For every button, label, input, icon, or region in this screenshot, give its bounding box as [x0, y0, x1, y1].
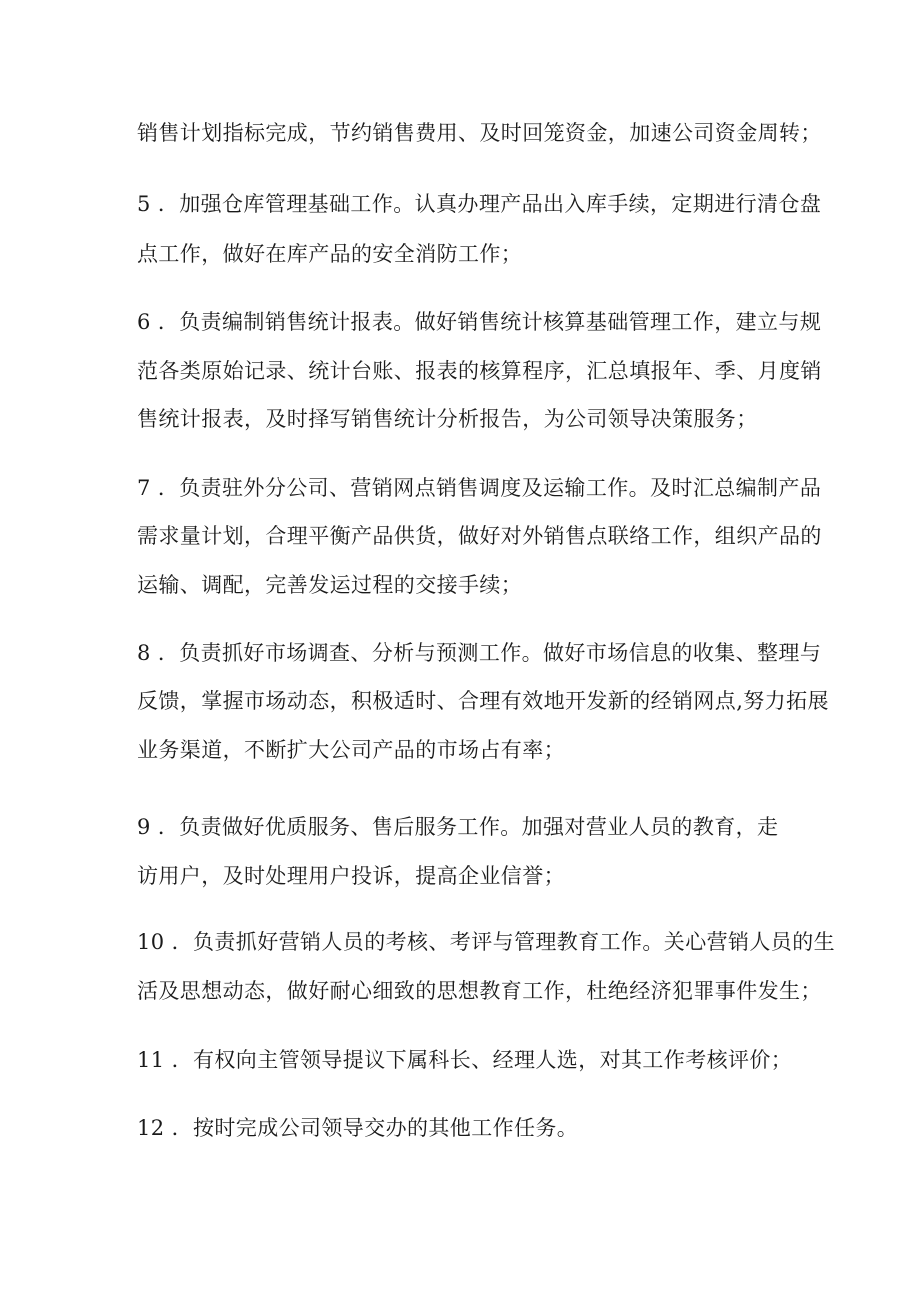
- paragraph-line: 8 ．负责抓好市场调查、分析与预测工作。做好市场信息的收集、整理与: [137, 641, 822, 665]
- paragraph-line: 售统计报表，及时择写销售统计分析报告，为公司领导决策服务；: [137, 407, 758, 431]
- paragraph-line: 范各类原始记录、统计台账、报表的核算程序，汇总填报年、季、月度销: [137, 359, 822, 383]
- paragraph-line: 访用户，及时处理用户投诉，提高企业信誉；: [137, 864, 565, 888]
- paragraph-line: 销售计划指标完成，节约销售费用、及时回笼资金，加速公司资金周转；: [137, 121, 822, 145]
- paragraph-line: 点工作，做好在库产品的安全消防工作；: [137, 242, 523, 266]
- paragraph-line: 活及思想动态，做好耐心细致的思想教育工作，杜绝经济犯罪事件发生；: [137, 979, 822, 1003]
- paragraph-line: 7 ．负责驻外分公司、营销网点销售调度及运输工作。及时汇总编制产品: [137, 476, 822, 500]
- paragraph-line: 9 ．负责做好优质服务、售后服务工作。加强对营业人员的教育，走: [137, 815, 779, 839]
- paragraph-line: 业务渠道，不断扩大公司产品的市场占有率；: [137, 738, 565, 762]
- paragraph-line: 需求量计划，合理平衡产品供货，做好对外销售点联络工作，组织产品的: [137, 524, 822, 548]
- paragraph-line: 6 ．负责编制销售统计报表。做好销售统计核算基础管理工作，建立与规: [137, 310, 822, 334]
- paragraph-line: 11 ．有权向主管领导提议下属科长、经理人选，对其工作考核评价；: [137, 1048, 793, 1072]
- paragraph-line: 运输、调配，完善发运过程的交接手续；: [137, 573, 523, 597]
- paragraph-line: 10 ．负责抓好营销人员的考核、考评与管理教育工作。关心营销人员的生: [137, 930, 835, 954]
- paragraph-line: 反馈，掌握市场动态，积极适时、合理有效地开发新的经销网点,努力拓展: [137, 689, 829, 713]
- paragraph-line: 5 ．加强仓库管理基础工作。认真办理产品出入库手续，定期进行清仓盘: [137, 192, 822, 216]
- paragraph-line: 12 ．按时完成公司领导交办的其他工作任务。: [137, 1116, 579, 1140]
